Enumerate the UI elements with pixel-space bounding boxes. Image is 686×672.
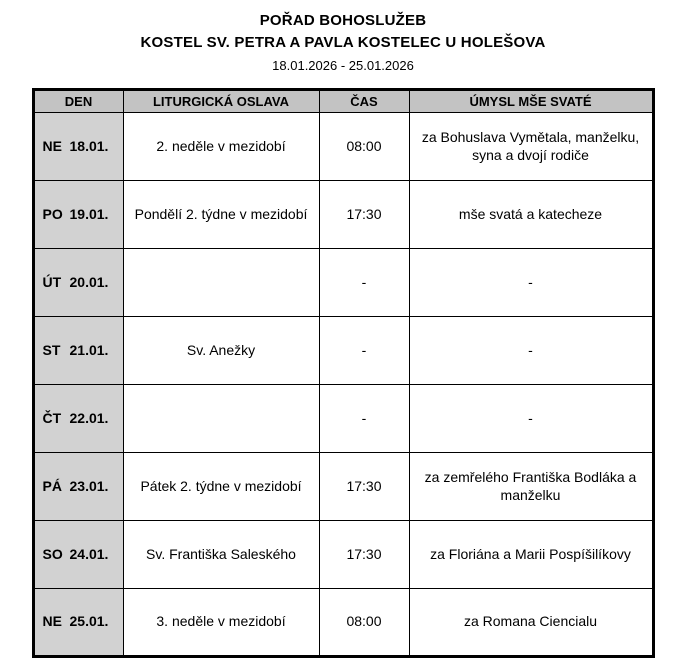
schedule-row [33,385,653,453]
day-abbr: SO [42,545,63,562]
time-cell: 08:00 [319,113,409,181]
day-date: 22.01. [69,409,109,426]
schedule-row [33,453,653,521]
time-cell: - [319,385,409,453]
time-cell: 17:30 [319,521,409,589]
schedule-row [33,521,653,589]
day-abbr: ÚT [42,273,62,290]
day-cell [33,181,123,249]
intention-cell: za Floriána a Marii Pospíšilíkovy [409,521,653,589]
church-name: KOSTEL SV. PETRA A PAVLA KOSTELEC U HOLEŠOVA [140,34,546,51]
column-header-cas: ČAS [319,90,409,113]
day-abbr: NE [42,137,62,154]
day-cell [33,385,123,453]
page-title: POŘAD BOHOSLUŽEB [259,12,427,29]
day-date: 24.01. [69,545,109,562]
column-header-umysl: ÚMYSL MŠE SVATÉ [409,90,653,113]
intention-cell: za Bohuslava Vymětala, manželku, syna a dvojí rodiče [409,113,653,181]
day-abbr: ST [42,341,61,358]
day-abbr: ČT [42,409,62,426]
day-cell [33,589,123,657]
time-cell: 17:30 [319,453,409,521]
column-header-liturgicka-oslava: LITURGICKÁ OSLAVA [123,90,319,113]
day-date: 19.01. [69,205,109,222]
schedule-row [33,181,653,249]
day-date: 23.01. [69,477,109,494]
day-abbr: NE [42,613,62,630]
celebration-cell: Pátek 2. týdne v mezidobí [123,453,319,521]
day-cell [33,453,123,521]
celebration-cell: 2. neděle v mezidobí [123,113,319,181]
day-cell [33,317,123,385]
schedule-row [33,113,653,181]
day-date: 18.01. [69,137,109,154]
time-cell: 08:00 [319,589,409,657]
day-cell [33,113,123,181]
schedule-row [33,317,653,385]
intention-cell: - [409,385,653,453]
day-date: 20.01. [69,273,109,290]
schedule-row [33,589,653,657]
day-cell [33,521,123,589]
day-date: 21.01. [69,341,109,358]
header-row [33,90,653,113]
time-cell: - [319,317,409,385]
intention-cell: - [409,317,653,385]
schedule-table [32,88,655,658]
celebration-cell: 3. neděle v mezidobí [123,589,319,657]
time-cell: 17:30 [319,181,409,249]
day-cell [33,249,123,317]
time-cell: - [319,249,409,317]
date-range: 18.01.2026 - 25.01.2026 [272,58,414,73]
schedule-row [33,249,653,317]
day-date: 25.01. [69,613,109,630]
celebration-cell: Pondělí 2. týdne v mezidobí [123,181,319,249]
celebration-cell [123,249,319,317]
celebration-cell: Sv. Františka Saleského [123,521,319,589]
intention-cell: mše svatá a katecheze [409,181,653,249]
celebration-cell [123,385,319,453]
day-abbr: PO [42,205,63,222]
intention-cell: za Romana Ciencialu [409,589,653,657]
document-header [0,0,686,73]
day-abbr: PÁ [42,477,62,494]
intention-cell: za zemřelého Františka Bodláka a manželku [409,453,653,521]
intention-cell: - [409,249,653,317]
celebration-cell: Sv. Anežky [123,317,319,385]
column-header-den: DEN [33,90,123,113]
